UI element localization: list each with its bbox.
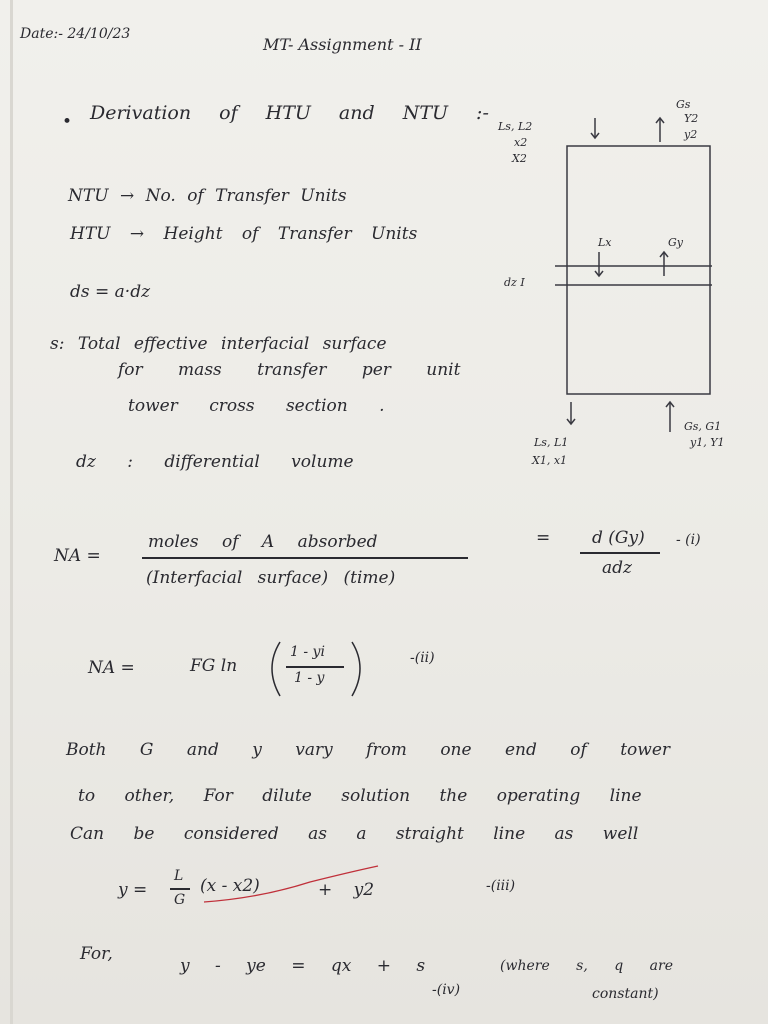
na-numerator: moles of A absorbed: [148, 532, 378, 552]
tower-bottom-liquid-label: Ls, L1: [534, 436, 569, 449]
na-label: NA =: [54, 546, 101, 566]
s-definition-line3: tower cross section .: [128, 396, 385, 416]
htu-definition: HTU → Height of Transfer Units: [70, 224, 418, 244]
tower-top-x2-small: x2: [514, 136, 528, 149]
tower-top-gas-label: Gs: [676, 98, 691, 111]
paragraph-line1: Both G and y vary from one end of tower: [66, 740, 671, 760]
heading-bullet: •: [62, 112, 73, 132]
tower-bottom-x1-label: X1, x1: [532, 454, 568, 467]
rhs-denominator: adz: [602, 558, 632, 578]
equation-tag-iii: -(iii): [486, 878, 516, 894]
na2-denominator: 1 - y: [294, 670, 325, 686]
na-equals: =: [536, 528, 551, 548]
operating-line-term: (x - x2): [200, 876, 260, 896]
paragraph-line3: Can be considered as a straight line as well: [70, 824, 639, 844]
operating-line-plus: + y2: [318, 880, 375, 900]
slice-liquid-label: Lx: [598, 236, 612, 249]
operating-line-frac-num: L: [174, 868, 184, 884]
tower-top-Y2-label: Y2: [684, 112, 699, 125]
na-denominator: (Interfacial surface) (time): [146, 568, 396, 588]
for-label: For,: [80, 944, 113, 964]
equation-tag-i: - (i): [676, 532, 701, 548]
equilibrium-equation: y - ye = qx + s: [180, 956, 426, 976]
constant-note: constant): [592, 986, 659, 1002]
slice-gas-label: Gy: [668, 236, 684, 249]
paragraph-line2: to other, For dilute solution the operating line: [78, 786, 642, 806]
s-definition-line2: for mass transfer per unit: [118, 360, 461, 380]
where-note: (where s, q are: [500, 958, 673, 974]
tower-bottom-gas-label: Gs, G1: [684, 420, 722, 433]
na2-expression: FG ln: [190, 656, 238, 676]
date-text: Date:- 24/10/23: [20, 26, 131, 42]
equation-tag-iv: -(iv): [432, 982, 461, 998]
rhs-numerator: d (Gy): [592, 528, 645, 548]
tower-top-x2-label: X2: [512, 152, 527, 165]
ntu-definition: NTU → No. of Transfer Units: [68, 186, 347, 206]
operating-line-lhs: y =: [118, 880, 148, 900]
tower-top-y2-label: y2: [684, 128, 698, 141]
na2-numerator: 1 - yi: [290, 644, 325, 660]
equation-tag-ii: -(ii): [410, 650, 435, 666]
tower-bottom-y1-label: y1, Y1: [690, 436, 725, 449]
tower-top-liquid-label: Ls, L2: [498, 120, 533, 133]
operating-line-frac-den: G: [174, 892, 186, 908]
derivation-heading: Derivation of HTU and NTU :-: [90, 102, 489, 124]
assignment-title: MT- Assignment - II: [263, 35, 422, 54]
dz-slice-label: dz I: [504, 276, 525, 289]
na2-label: NA =: [88, 658, 135, 678]
s-definition-line1: s: Total effective interfacial surface: [50, 334, 387, 354]
ds-equation: ds = a·dz: [70, 282, 151, 302]
dz-definition: dz : differential volume: [76, 452, 354, 472]
